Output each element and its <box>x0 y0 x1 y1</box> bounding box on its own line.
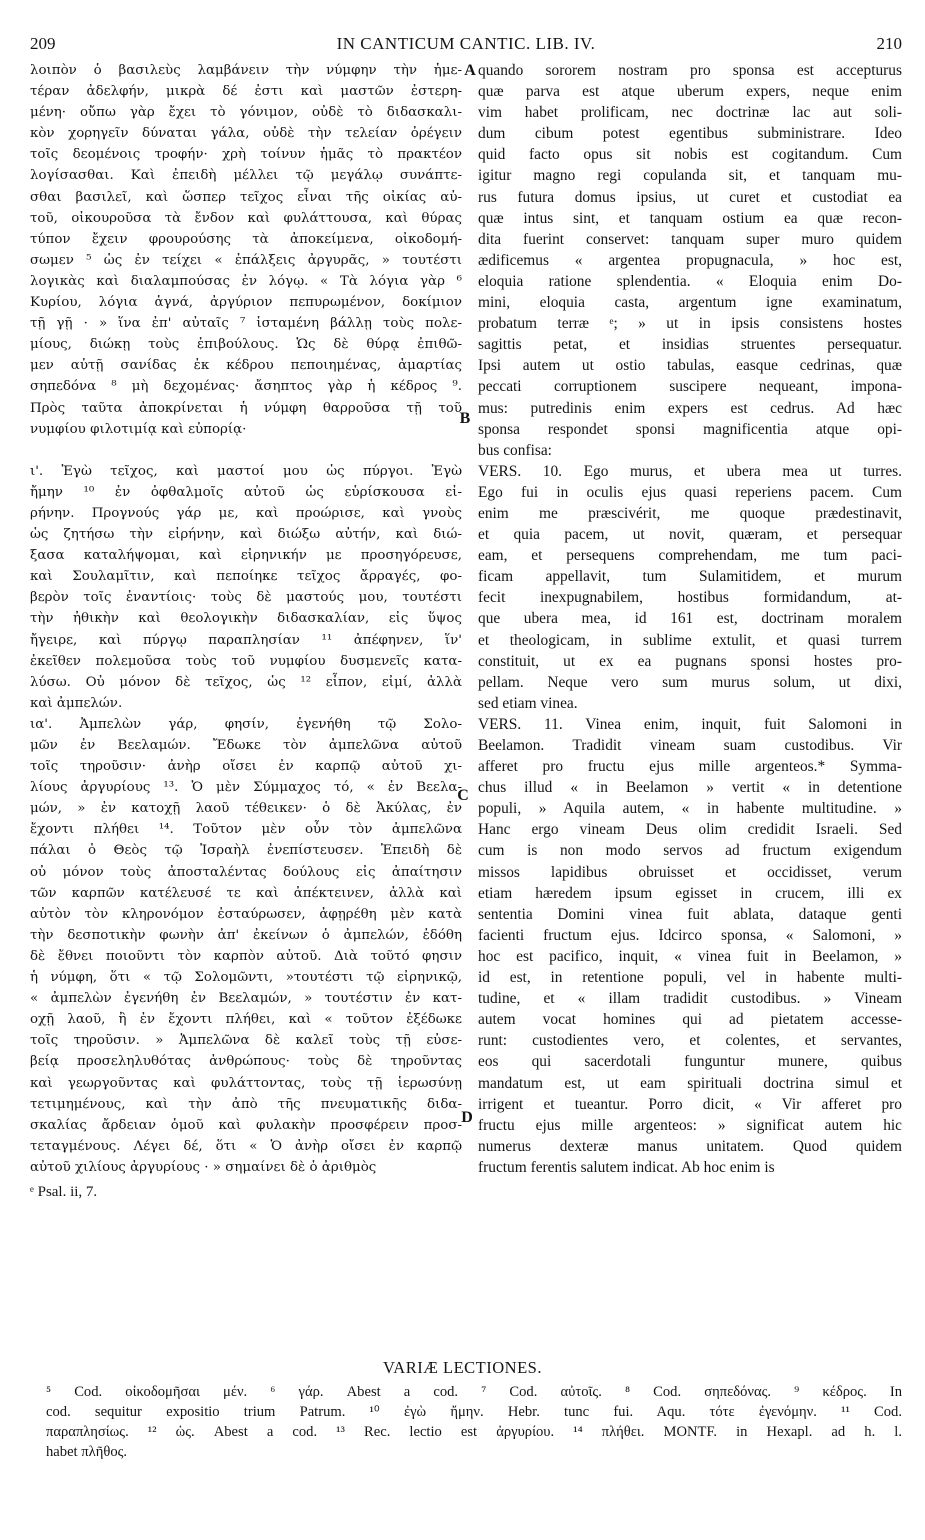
latin-text-line: eloquia ratione splendentia. « Eloquia enim Do- <box>478 272 902 290</box>
latin-text-line: VERS. 10. Ego murus, et ubera mea ut turres. <box>478 462 902 480</box>
greek-text-line: σωμεν ⁵ ὡς ἐν τείχει « ἐπάλξεις ἀργυρᾶς, » τουτέστι <box>30 252 462 268</box>
latin-text-line: eam, et persequens comprehendam, me tum paci- <box>478 547 902 565</box>
greek-text-line: ἐκεῖθεν πολεμοῦσα τοὺς τοῦ νυμφίου δυσμενεῖς κατα- <box>30 653 462 669</box>
greek-text-line: μών, » ἐν κατοχῇ λαοῦ τέθεικεν· ὁ δὲ Ἀκύλας, ἐν <box>30 801 462 817</box>
latin-text-line: Ego fui in oculis ejus quasi reperiens pacem. Cum <box>478 483 902 501</box>
greek-text-line: κὸν χορηγεῖν δύναται γάλα, οὐδὲ τὴν τελείαν ὀρέγειν <box>30 126 462 142</box>
greek-text-line: τὴν ἠθικὴν καὶ θεολογικὴν διδασκαλίαν, εἰς ὕψος <box>30 611 462 627</box>
greek-text-line: αὐτοῦ χιλίους ἀργυρίους · » σημαίνει δὲ ὁ ἀριθμὸς <box>30 1159 377 1175</box>
variant-note-line: παραπλησίως. ¹² ὡς. Abest a cod. ¹³ Rec. lectio est ἀργυρίου. ¹⁴ πλήθει. MONTF. in Hexapl. ad h. l. <box>46 1424 902 1440</box>
latin-text-line: dum cibum potest egentibus subministrare. Ideo <box>478 125 902 143</box>
margin-marker-a: A <box>464 62 476 79</box>
greek-text-line: οὐ μόνον τοὺς ἀποσταλέντας δούλους εἰς ἀπαίτησιν <box>30 864 462 880</box>
margin-marker-c: C <box>457 787 469 804</box>
greek-text-line: ἤμην ¹⁰ ἐν ὀφθαλμοῖς αὐτοῦ ὡς εὑρίσκουσα εἰ- <box>30 484 462 500</box>
latin-text-line: quæ parva est atque uberum expers, neque enim <box>478 83 902 101</box>
latin-text-line: mini, eloquia casta, argentum igne examinatum, <box>478 294 902 312</box>
greek-text-line: ἤγειρε, καὶ πύργῳ παραπλησίαν ¹¹ ἀπέφηνεν, ἵν' <box>30 632 462 648</box>
greek-text-line: Πρὸς ταῦτα ἀποκρίνεται ἡ νύμφη θαρροῦσα τῇ τοῦ <box>30 400 462 416</box>
latin-text-line: id est, in retentione populi, vel in habente multi- <box>478 969 902 987</box>
page-number-left: 209 <box>30 34 56 53</box>
latin-text-line: missos lapidibus obruisset et occidisset, verum <box>478 863 902 881</box>
latin-text-line: ficam appellavit, tum Sulamitidem, et murum <box>478 568 902 586</box>
latin-text-line: vim habet prolificam, nec doctrinæ lac aut soli- <box>478 104 902 122</box>
greek-text-line: ρήνην. Προγνούς γάρ με, καὶ προώρισε, καὶ γνοὺς <box>30 505 462 521</box>
greek-text-line: λίους ἀργυρίους ¹³. Ὁ μὲν Σύμμαχος τό, « ἐν Βεελα- <box>30 780 462 796</box>
variant-note-line: ⁵ Cod. οἰκοδομῆσαι μέν. ⁶ γάρ. Abest a cod. ⁷ Cod. αὐτοῖς. ⁸ Cod. σηπεδόνας. ⁹ κέδρος. In <box>46 1384 902 1400</box>
latin-text-line: afferet pro fructu ejus mille argenteos.* Symma- <box>478 758 902 776</box>
greek-text-line: τοῦ, οἰκουροῦσα τὰ ἔνδον καὶ φυλάττουσα, καὶ θύρας <box>30 210 462 226</box>
latin-text-line: populi, » Aquila autem, « in habente multitudine. » <box>478 800 902 818</box>
greek-text-line: ἡ νύμφη, ὅτι « τῷ Σολομῶντι, »τουτέστι τῷ εἰρηνικῷ, <box>30 970 462 986</box>
greek-text-spacer <box>30 440 462 461</box>
latin-text-line: eos qui sacerdotali funguntur munere, quibus <box>478 1053 902 1071</box>
latin-text-line: igitur magno regi copulanda sit, et tanquam mu- <box>478 167 902 185</box>
latin-text-line: runt: custodientes vero, et colentes, et servantes, <box>478 1032 902 1050</box>
latin-text-line: sagittis petat, et insidias struentes persequatur. <box>478 336 902 354</box>
variae-lectiones-heading: VARIÆ LECTIONES. <box>383 1358 542 1377</box>
latin-text-line: constituit, ut ex ea pugnans sponsi hostes pro- <box>478 652 902 670</box>
latin-text-line: sententia Domini vinea fuit ablata, dataque genti <box>478 905 902 923</box>
greek-text-line: καὶ Σουλαμῖτιν, καὶ πεποίηκε τεῖχος ἄρραγές, φο- <box>30 569 462 585</box>
greek-text-line: σηπεδόνα ⁸ μὴ δεχομένας· ἄσηπτος γὰρ ἡ κέδρος ⁹. <box>30 379 462 395</box>
latin-text-line: enim me præscivérit, me quoque prædestinavit, <box>478 504 902 522</box>
running-title: IN CANTICUM CANTIC. LIB. IV. <box>336 34 596 53</box>
greek-text-line: ὡς ζητήσω τὴν εἰρήνην, καὶ διώξω αὐτήν, καὶ διώ- <box>30 527 462 543</box>
latin-text-line: irrigent et tueantur. Porro dicit, « Vir afferet pro <box>478 1095 902 1113</box>
greek-column <box>30 60 462 1204</box>
greek-text-line: λογίσασθαι. Καὶ ἐπειδὴ μέλλει τῷ μεγάλῳ συνάπτε- <box>30 168 462 184</box>
greek-text-line: καὶ γεωργοῦντας καὶ φυλάττοντας, τοὺς τῇ ἱερωσύνῃ <box>30 1075 462 1091</box>
latin-text-line: sponsa respondet sponsi magnificentia atque opi- <box>478 420 902 438</box>
latin-text-line: mus: putredinis enim expers est cedrus. Ad hæc <box>478 399 902 417</box>
page-number-right: 210 <box>876 34 902 53</box>
latin-text-line: fructu ejus mille argenteos: » significat autem hic <box>478 1116 902 1134</box>
margin-marker-b: B <box>459 410 471 427</box>
greek-text-line: τέραν ἀδελφήν, μικρὰ δέ ἐστι καὶ μαστῶν ἐστερη- <box>30 84 462 100</box>
latin-text-line: numerus dexteræ manus unitatem. Quod quidem <box>478 1137 902 1155</box>
greek-text-line: Κυρίου, λόγια ἁγνά, ἀργύριον πεπυρωμένον, δοκίμιον <box>30 295 462 311</box>
greek-text-line: λοιπὸν ὁ βασιλεὺς λαμβάνειν τὴν νύμφην τὴν ἡμε- <box>30 63 462 78</box>
greek-text-line: πάλαι ὁ Θεὸς τῷ Ἰσραὴλ ἐνεπίστευσεν. Ἐπειδὴ δὲ <box>30 843 462 859</box>
greek-text-line: λύσω. Οὐ μόνον δὲ τεῖχος, ὡς ¹² εἶπον, εἰμί, ἀλλὰ <box>30 674 462 690</box>
margin-marker-d: D <box>461 1109 473 1126</box>
greek-text-line: σθαι βασιλεῖ, καὶ ὥσπερ τεῖχος εἶναι τῆς οἰκίας αὐ- <box>30 189 462 205</box>
latin-text-line: peccati corruptionem suscipere nequeant, impona- <box>478 378 902 396</box>
latin-text-line: dita fuerint conservet: tanquam super muro quidem <box>478 230 902 248</box>
greek-text-line: ἔχοντι πλήθει ¹⁴. Τοῦτον μὲν οὖν τὸν ἀμπελῶνα <box>30 822 462 838</box>
latin-column <box>478 60 902 1178</box>
latin-text-line: tudine, et « illam tradidit custodibus. » Vineam <box>478 990 902 1008</box>
latin-text-line: mandatum est, ut eam spirituali doctrina simul et <box>478 1074 902 1092</box>
latin-text-line: fecit inexpugnabilem, hostibus formidandum, at- <box>478 589 902 607</box>
greek-text-line: « ἀμπελὼν ἐγενήθη ἐν Βεελαμών, » τουτέστιν ἐν κατ- <box>30 991 462 1007</box>
greek-text-line: βείᾳ προσεληλυθότας ἀνθρώπους· τοὺς δὲ τηροῦντας <box>30 1054 462 1070</box>
latin-text-line: pellam. Neque vero sum murus solum, ut dixi, <box>478 673 902 691</box>
greek-text-line: ξασα καταλήψομαι, καὶ εἰρηνικήν με προσηγόρευσε, <box>30 548 462 564</box>
greek-text-line: οχῇ λαοῦ, ἢ ἐν ἔχοντι πλήθει, καὶ « τοῦτον ἐξέδωκε <box>30 1012 462 1028</box>
latin-text-line: et quia pacem, ut novit, quæram, et persequar <box>478 526 902 544</box>
greek-text-line: αὐτὸν τὸν κληρονόμον ἐσταύρωσεν, ἀφῃρέθη μὲν κατὰ <box>30 906 462 922</box>
greek-text-line: μεν αὐτῇ σανίδας ἐκ κέδρου πεποιημένας, ἁμαρτίας <box>30 358 462 374</box>
latin-text-line: hoc est pacifico, inquit, « vinea fuit in Beelamon, » <box>478 947 902 965</box>
greek-text-line: δὲ ἔθνει ποιοῦντι τὸν καρπὸν αὐτοῦ. Διὰ τοῦτό φησιν <box>30 948 462 964</box>
variant-note-line: habet πλῆθος. <box>46 1444 128 1460</box>
greek-text-line: τοῖς τηροῦσιν. » Ἀμπελῶνα δὲ καλεῖ τοὺς τῇ εὐσε- <box>30 1033 462 1049</box>
greek-text-line: λογικὰς καὶ διαλαμπούσας ἐν λόγῳ. « Τὰ λόγια γὰρ ⁶ <box>30 273 462 289</box>
latin-text-line: VERS. 11. Vinea enim, inquit, fuit Salomoni in <box>478 715 902 733</box>
greek-text-line: τύπον ἔχειν φρουρούσης τὰ ἀποκείμενα, οἰκοδομή- <box>30 231 462 247</box>
latin-text-line: cum is non modo servos ad fructum exigendum <box>478 842 902 860</box>
greek-text-line: τεταγμένους. Λέγει δέ, ὅτι « Ὁ ἀνὴρ οἴσει ἐν καρπῷ <box>30 1138 462 1154</box>
latin-text-line: quid facto opus sit nobis est cogitandum. Cum <box>478 146 902 164</box>
latin-text-line: quando sororem nostram pro sponsa est accepturus <box>478 62 902 79</box>
greek-text-line: τὴν δεσποτικὴν φωνὴν ἀπ' ἐκείνων ὁ ἀμπελών, ἐδόθη <box>30 927 462 943</box>
latin-text-line: Beelamon. Tradidit vineam suam custodibus. Vir <box>478 737 902 754</box>
greek-text-line: τῇ γῇ · » ἵνα ἐπ' αὐταῖς ⁷ ἱσταμένη βάλλῃ τοὺς πολε- <box>30 316 462 332</box>
latin-text-line: rus futura domus ipsius, ut curet et custodiat ea <box>478 188 902 206</box>
latin-text-line: chus illud « in Beelamon » vertit « in detentione <box>478 779 902 797</box>
greek-text-line: καὶ ἀμπελών. <box>30 695 123 711</box>
latin-text-line: ædificemus « argentea propugnacula, » hoc est, <box>478 251 902 269</box>
latin-text-line: etiam hæredem ipsum egisset in crucem, illi ex <box>478 884 902 902</box>
latin-text-line: facienti fructum ejus. Idcirco sponsa, « Salomoni, » <box>478 926 902 944</box>
greek-text-line: βερὸν τοῖς ἐναντίοις· τοὺς δὲ μαστούς μου, τουτέστι <box>30 590 462 606</box>
latin-text-line: que ubera mea, id 161 est, doctrinam moralem <box>478 610 902 628</box>
greek-text-line: τοῖς δεομένοις τροφήν· χρὴ τοίνυν ἡμᾶς τὸ πρακτέον <box>30 147 462 163</box>
latin-text-line: autem vocat homines qui ad pietatem accesse- <box>478 1011 902 1029</box>
greek-text-line: νυμφίου φιλοτιμίᾳ καὶ εὐπορίᾳ· <box>30 421 247 437</box>
variant-note-line: cod. sequitur expositio trium Patrum. ¹⁰ ἐγὼ ἤμην. Hebr. tunc fui. Aqu. τότε ἐγενόμην. ¹¹ Cod. <box>46 1404 902 1420</box>
greek-text-line: τετιμημένους, καὶ τὴν ἀπὸ τῆς πνευματικῆς διδα- <box>30 1096 462 1112</box>
greek-text-line: μένη· οὔπω γὰρ ἔχει τὸ γόνιμον, οὐδὲ τὸ διδασκαλι- <box>30 105 462 121</box>
running-header <box>30 34 902 60</box>
variae-lectiones-notes <box>46 1382 902 1462</box>
greek-text-line: ι'. Ἐγὼ τεῖχος, καὶ μαστοί μου ὡς πύργοι. Ἐγὼ <box>30 463 462 479</box>
latin-text-line: Ipsi autem ut ostio tabulas, easque cedrinas, quæ <box>478 357 902 375</box>
latin-text-line: sed etiam vinea. <box>478 694 578 712</box>
greek-text-line: τοῖς τηροῦσιν· ἀνὴρ οἴσει ἐν καρπῷ αὐτοῦ χι- <box>30 759 462 775</box>
latin-text-line: probatum terræ ᵉ; » ut in ipsis consistens hostes <box>478 315 902 333</box>
latin-text-line: Hanc ergo vineam Deus olim credidit Israeli. Sed <box>478 821 902 839</box>
latin-text-line: quæ intus sint, et tanquam ostium ea quæ recon- <box>478 209 902 227</box>
footnote: ᵉ Psal. ii, 7. <box>30 1183 98 1200</box>
latin-text-line: fructum ferentis salutem indicat. Ab hoc enim is <box>478 1158 775 1176</box>
latin-text-line: et theologicam, in sublime extulit, et quasi turrem <box>478 631 902 649</box>
greek-text-line: ια'. Ἀμπελὼν γάρ, φησίν, ἐγενήθη τῷ Σολο- <box>30 716 462 732</box>
greek-text-line: μῶν ἐν Βεελαμών. Ἔδωκε τὸν ἀμπελῶνα αὐτοῦ <box>30 738 462 753</box>
greek-text-line: τῶν καρπῶν κατέλευσέ τε καὶ ἀπέκτεινεν, ἀλλὰ καὶ <box>30 885 462 901</box>
greek-text-line: σκαλίας ἄρδειαν ὁμοῦ καὶ φυλακὴν προσφέρειν προσ- <box>30 1117 462 1133</box>
greek-text-line: μίους, διώκῃ τοὺς ἐπιβούλους. Ὡς δὲ θύρᾳ ἐπιθῶ- <box>30 337 462 353</box>
latin-text-line: bus confisa: <box>478 441 552 459</box>
